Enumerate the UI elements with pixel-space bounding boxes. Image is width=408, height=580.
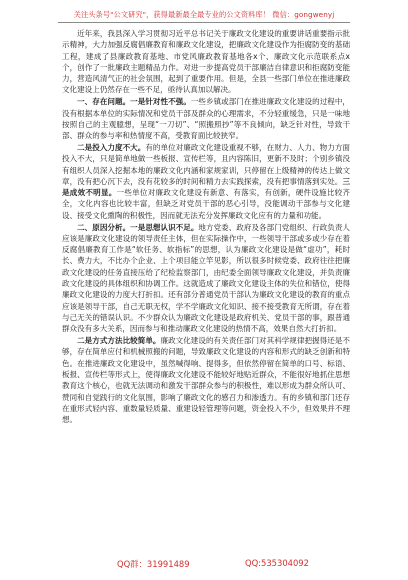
cause-1-text: 地方党委、政府及各部门党组织、行政负责人应该是廉政文化建设的领导责任主体，但在实际操作中，一些领导干部或多或少存在着反腐倡廉教育工作是“软任务、软指标”的思想，认为廉政文化建设是做“虚功”，耗时长、费力大，不比办个企业、上个项目能立竿见影，所以很多时候党委、政府往往把廉政文化建设的任务直接压给了纪检监察部门，由纪委全面领导廉政文化建设，并负责廉政文化建设的具体组织和协调工作。这就造成了廉政文化建设主体的失位和错位，使得廉政文化建设的力度大打折扣。还有部分普通党员干部认为廉政文化建设的教育的重点应该是领导干部，自己无职无权，学不学廉政文化知识、接不接受教育无所谓，存在着与己无关的错误认识。不少群众认为廉政文化建设是政府机关、党员干部的事，跟普通群众没有多大关系，因而参与和推动廉政文化建设的热情不高，效果自然大打折扣。 [62,222,350,334]
cause-paragraph-2 [62,335,350,425]
cause-2-text: 廉政文化建设的有关责任部门对其科学规律把握得还是不够，存在简单应付和机械照搬的问题，导致廉政文化建设的内容和形式的缺乏创新和特色。在推进廉政文化建设中，虽然喊得响、提得多，但依然停留在简单的口号、标语、板报、宣传栏等形式上，使得廉政文化建设不能较好地贴近群众，不能很好地抓住思想教育这个核心，也就无法调动和激发干部群众参与的积极性，难以形成为群众所认可、赞同和自觉践行的文化氛围，影响了廉政文化的感召力和渗透力。有的乡镇和部门还存在重形式轻内容、重数量轻质量、重建设轻管理等问题，资金投入不少，但效果并不理想。 [62,336,350,425]
problem-paragraph-2 [62,142,350,221]
footer-qq-number: QQ:535304092 [245,558,309,568]
cause-2-label: 二是方式方法比较简单。 [77,336,161,346]
problem-2-text: 有的单位对廉政文化建设重视不够，在财力、人力、物力方面投入不大，只是简单地做一些板报、宣传栏等，且内容陈旧，更新不及时；个别乡镇没有组织人员深入挖掘本地的廉政文化内涵和家规家训，只停留在上级精神的传达上做文章，没有把心沉下去，没有花较多的时间和精力去实践探索，没有把事情落到实处。 [62,142,350,186]
document-body [62,28,350,425]
header-banner: 关注头条号"公文研究"，获得最新最全最专业的公文资料库！ 微信：gongwenyj [73,10,335,19]
section-heading-causes: 二、原因分析。 [77,222,131,232]
intro-paragraph: 近年来，我县深入学习贯彻习近平总书记关于廉政文化建设的重要讲话重要指示批示精神，大力加强反腐倡廉教育和廉政文化建设，把廉政文化建设作为拒腐防变的基础工程，建成了县廉政教育基地、市党风廉政教育基地各x个、廉政文化示范联系点x个，创作了一批廉政主题精品力作。对进一步提高党员干部廉洁自律意识和拒腐防变能力，营造风清气正的社会氛围，起到了重要作用。但是，全县一些部门单位在推进廉政文化建设上仍然存在一些不足，亟待认真加以解决。 [62,29,350,95]
footer-qq-group: QQ群：31991489 [117,559,190,569]
problem-3-text: 一些单位对廉政文化建设有新意、有落实，有创新，硬件设施比较齐全，文化内容也比较丰富，但缺乏对党员干部的恶心引导，没能调动干部参与文化建设、接受文化熏陶的积极性，因而就无法充分发挥廉政文化应有的力量和功能。 [62,188,350,220]
problem-1-label: 一是针对性不强。 [130,97,191,107]
problem-2-label: 二是投入力度不大。 [77,142,146,152]
problem-3-label: 三是成效不明显。 [62,176,350,198]
header-divider [58,22,350,23]
problem-1-text: 一些乡镇或部门在推进廉政文化建设的过程中，没有根据本单位的实际情况和党员干部及群众的心理需求，不分轻重缓急，只是一味地按照自己的主观臆想，呈现“一刀切”、“照搬照抄”等不良倾向，缺乏针对性，导致干部、群众的参与率和热情度不高，受教育面比较狭窄。 [62,97,350,141]
section-heading-problems: 一、存在问题。 [77,97,131,107]
cause-paragraph-1 [62,222,350,335]
cause-1-label: 一是思想认识不足。 [130,222,199,232]
problem-paragraph-1 [62,96,350,141]
